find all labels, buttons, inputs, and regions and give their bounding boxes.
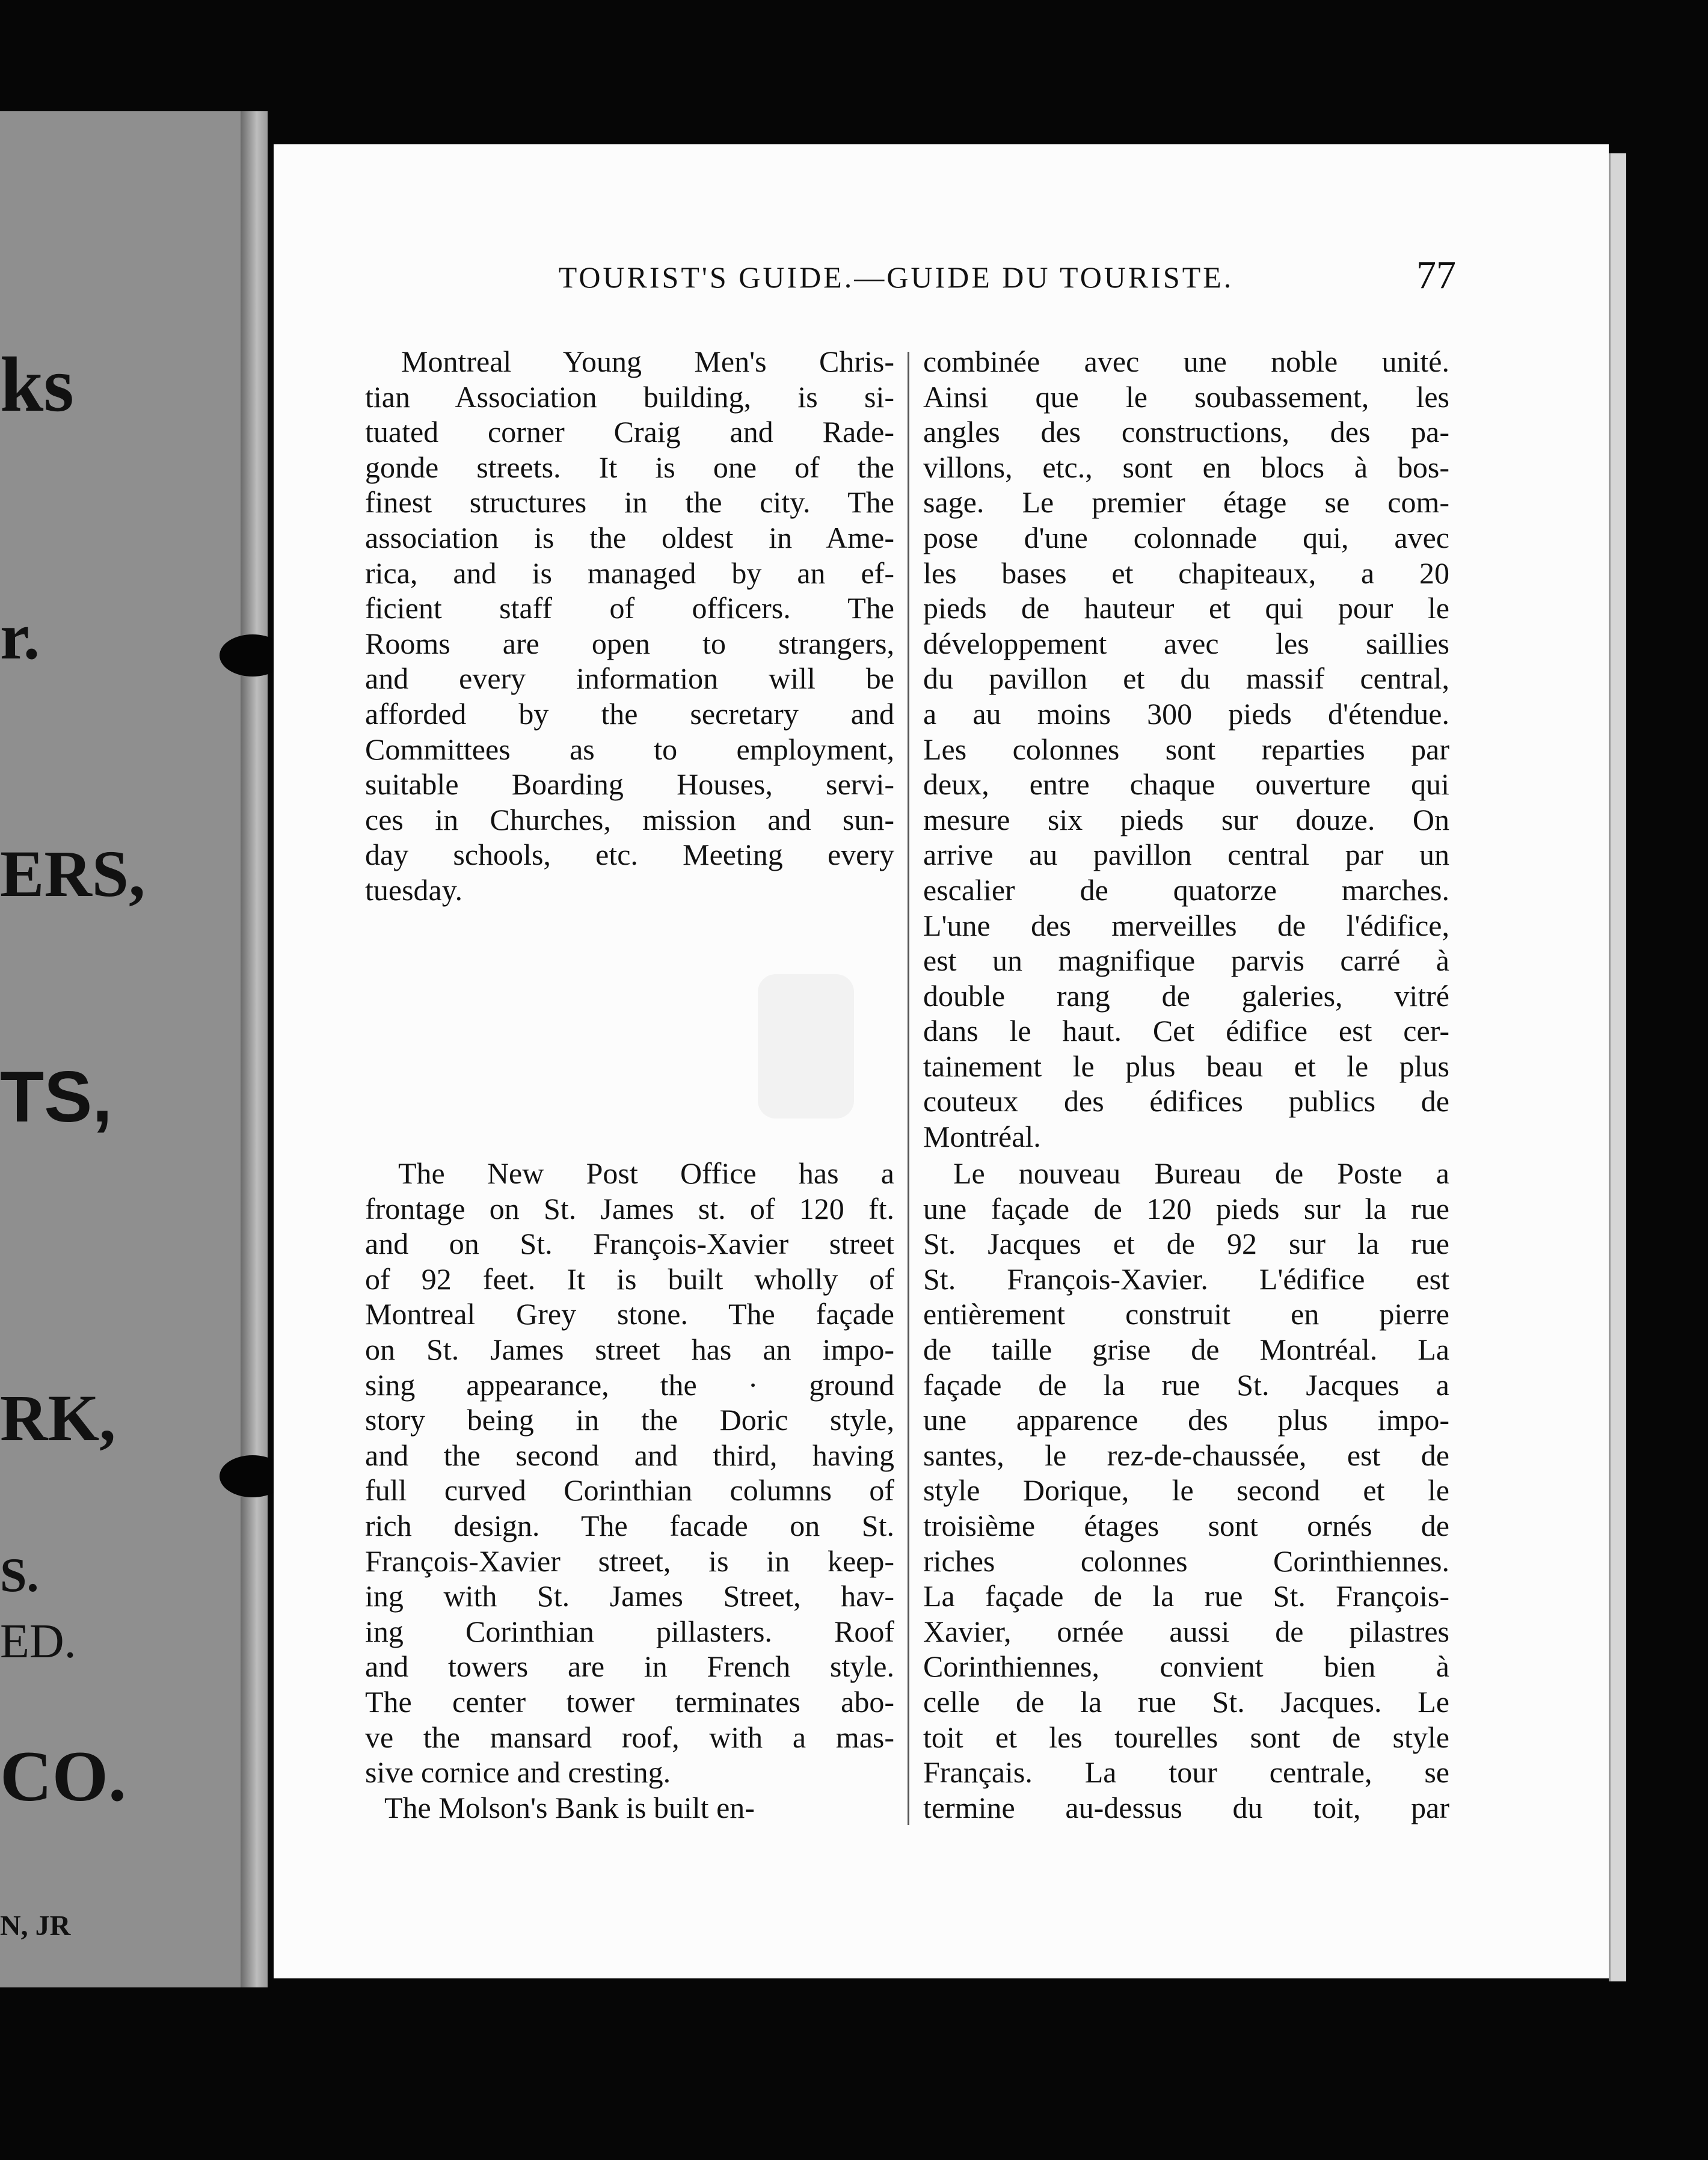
text-line: ficient staff of officers. The (365, 591, 894, 625)
cover-fragment: r. (0, 600, 40, 673)
text-line: La façade de la rue St. François- (923, 1579, 1449, 1613)
text-line: Le nouveau Bureau de Poste a (953, 1156, 1449, 1190)
text-line: santes, le rez-de-chaussée, est de (923, 1438, 1449, 1472)
text-line: ing Corinthian pillasters. Roof (365, 1614, 894, 1648)
text-line: and towers are in French style. (365, 1649, 894, 1684)
text-line: combinée avec une noble unité. (923, 345, 1449, 378)
text-line: and the second and third, having (365, 1438, 894, 1472)
text-line: pieds de hauteur et qui pour le (923, 591, 1449, 625)
text-line: une façade de 120 pieds sur la rue (923, 1191, 1449, 1226)
text-line: riches colonnes Corinthiennes. (923, 1544, 1449, 1578)
cover-fragment: ED. (0, 1615, 76, 1668)
text-line: tuated corner Craig and Rade- (365, 415, 894, 449)
text-line: Xavier, ornée aussi de pilastres (923, 1614, 1449, 1648)
text-line: les bases et chapiteaux, a 20 (923, 556, 1449, 590)
text-line: double rang de galeries, vitré (923, 978, 1449, 1013)
text-line: deux, entre chaque ouverture qui (923, 767, 1449, 802)
text-line: une apparence des plus impo- (923, 1403, 1449, 1437)
book-cover (0, 111, 261, 1987)
text-line: The Molson's Bank is built en- (384, 1790, 755, 1824)
text-line: angles des constructions, des pa- (923, 415, 1449, 449)
text-line: Montreal Young Men's Chris- (401, 345, 894, 378)
text-line: couteux des édifices publics de (923, 1084, 1449, 1118)
text-line: L'une des merveilles de l'édifice, (923, 908, 1449, 942)
ymca-paragraph (365, 344, 894, 908)
text-line: style Dorique, le second et le (923, 1473, 1449, 1508)
text-line: escalier de quatorze marches. (923, 873, 1449, 907)
text-line: Ainsi que le soubassement, les (923, 379, 1449, 414)
cover-fragment: S. (0, 1549, 39, 1602)
page-number: 77 (1416, 253, 1456, 297)
text-line: gonde streets. It is one of the (365, 450, 894, 484)
text-line: and every information will be (365, 661, 894, 696)
running-head: TOURIST'S GUIDE.—GUIDE DU TOURISTE. (558, 260, 1234, 294)
text-line: rica, and is managed by an ef- (365, 556, 894, 590)
text-line: rich design. The facade on St. (365, 1508, 894, 1542)
text-line: tian Association building, is si- (365, 379, 894, 414)
text-line: est un magnifique parvis carré à (923, 943, 1449, 978)
text-line: sive cornice and cresting. (365, 1755, 671, 1790)
text-line: Rooms are open to strangers, (365, 626, 894, 660)
text-line: de taille grise de Montréal. La (923, 1332, 1449, 1366)
cover-fragment: ks (0, 342, 74, 428)
text-line: pose d'une colonnade qui, avec (923, 520, 1449, 554)
text-line: afforded by the secretary and (365, 696, 894, 731)
text-line: façade de la rue St. Jacques a (923, 1367, 1449, 1402)
cover-fragment: N, JR (0, 1910, 71, 1942)
french-continuation-paragraph (923, 344, 1449, 1155)
text-line: full curved Corinthian columns of (365, 1473, 894, 1508)
text-line: François-Xavier street, is in keep- (365, 1544, 894, 1578)
text-line: toit et les tourelles sont de style (923, 1720, 1449, 1754)
text-line: sing appearance, the · ground (365, 1367, 894, 1402)
text-line: association is the oldest in Ame- (365, 520, 894, 554)
text-line: finest structures in the city. The (365, 485, 894, 520)
text-line: troisième étages sont ornés de (923, 1508, 1449, 1542)
text-line: Committees as to employment, (365, 732, 894, 766)
text-line: dans le haut. Cet édifice est cer- (923, 1014, 1449, 1048)
text-line: on St. James street has an impo- (365, 1332, 894, 1366)
text-line: arrive au pavillon central par un (923, 838, 1449, 872)
text-line: St. François-Xavier. L'édifice est (923, 1262, 1449, 1296)
text-line: Les colonnes sont reparties par (923, 732, 1449, 766)
text-line: day schools, etc. Meeting every (365, 838, 894, 872)
text-line: Montreal Grey stone. The façade (365, 1297, 894, 1331)
column-divider (908, 352, 909, 1825)
text-line: villons, etc., sont en blocs à bos- (923, 450, 1449, 484)
text-line: mesure six pieds sur douze. On (923, 802, 1449, 836)
text-line: Français. La tour centrale, se (923, 1755, 1449, 1790)
cover-fragment: RK, (0, 1381, 116, 1455)
faint-stamp (758, 974, 854, 1118)
post-office-paragraph (365, 1156, 894, 1825)
text-line: of 92 feet. It is built wholly of (365, 1262, 894, 1296)
text-line: story being in the Doric style, (365, 1403, 894, 1437)
text-line: ve the mansard roof, with a mas- (365, 1720, 894, 1754)
text-line: and on St. François-Xavier street (365, 1227, 894, 1261)
text-line: sage. Le premier étage se com- (923, 485, 1449, 520)
book-binding (241, 111, 268, 1987)
cover-fragment: TS, (0, 1057, 112, 1137)
text-line: ing with St. James Street, hav- (365, 1579, 894, 1613)
text-line: développement avec les saillies (923, 626, 1449, 660)
text-line: The New Post Office has a (398, 1156, 894, 1190)
page-edge (1609, 153, 1626, 1981)
text-line: suitable Boarding Houses, servi- (365, 767, 894, 802)
text-line: termine au-dessus du toit, par (923, 1790, 1449, 1824)
text-line: celle de la rue St. Jacques. Le (923, 1684, 1449, 1719)
cover-fragment: CO. (0, 1736, 126, 1816)
text-line: du pavillon et du massif central, (923, 661, 1449, 696)
cover-fragment: ERS, (0, 837, 146, 910)
text-line: tuesday. (365, 873, 462, 907)
text-line: tainement le plus beau et le plus (923, 1049, 1449, 1083)
text-line: ces in Churches, mission and sun- (365, 802, 894, 836)
text-line: Montréal. (923, 1120, 1041, 1154)
text-line: Corinthiennes, convient bien à (923, 1649, 1449, 1684)
bureau-poste-paragraph (923, 1156, 1449, 1825)
text-line: a au moins 300 pieds d'étendue. (923, 696, 1449, 731)
text-line: entièrement construit en pierre (923, 1297, 1449, 1331)
text-line: The center tower terminates abo- (365, 1684, 894, 1719)
text-line: frontage on St. James st. of 120 ft. (365, 1191, 894, 1226)
text-line: St. Jacques et de 92 sur la rue (923, 1227, 1449, 1261)
